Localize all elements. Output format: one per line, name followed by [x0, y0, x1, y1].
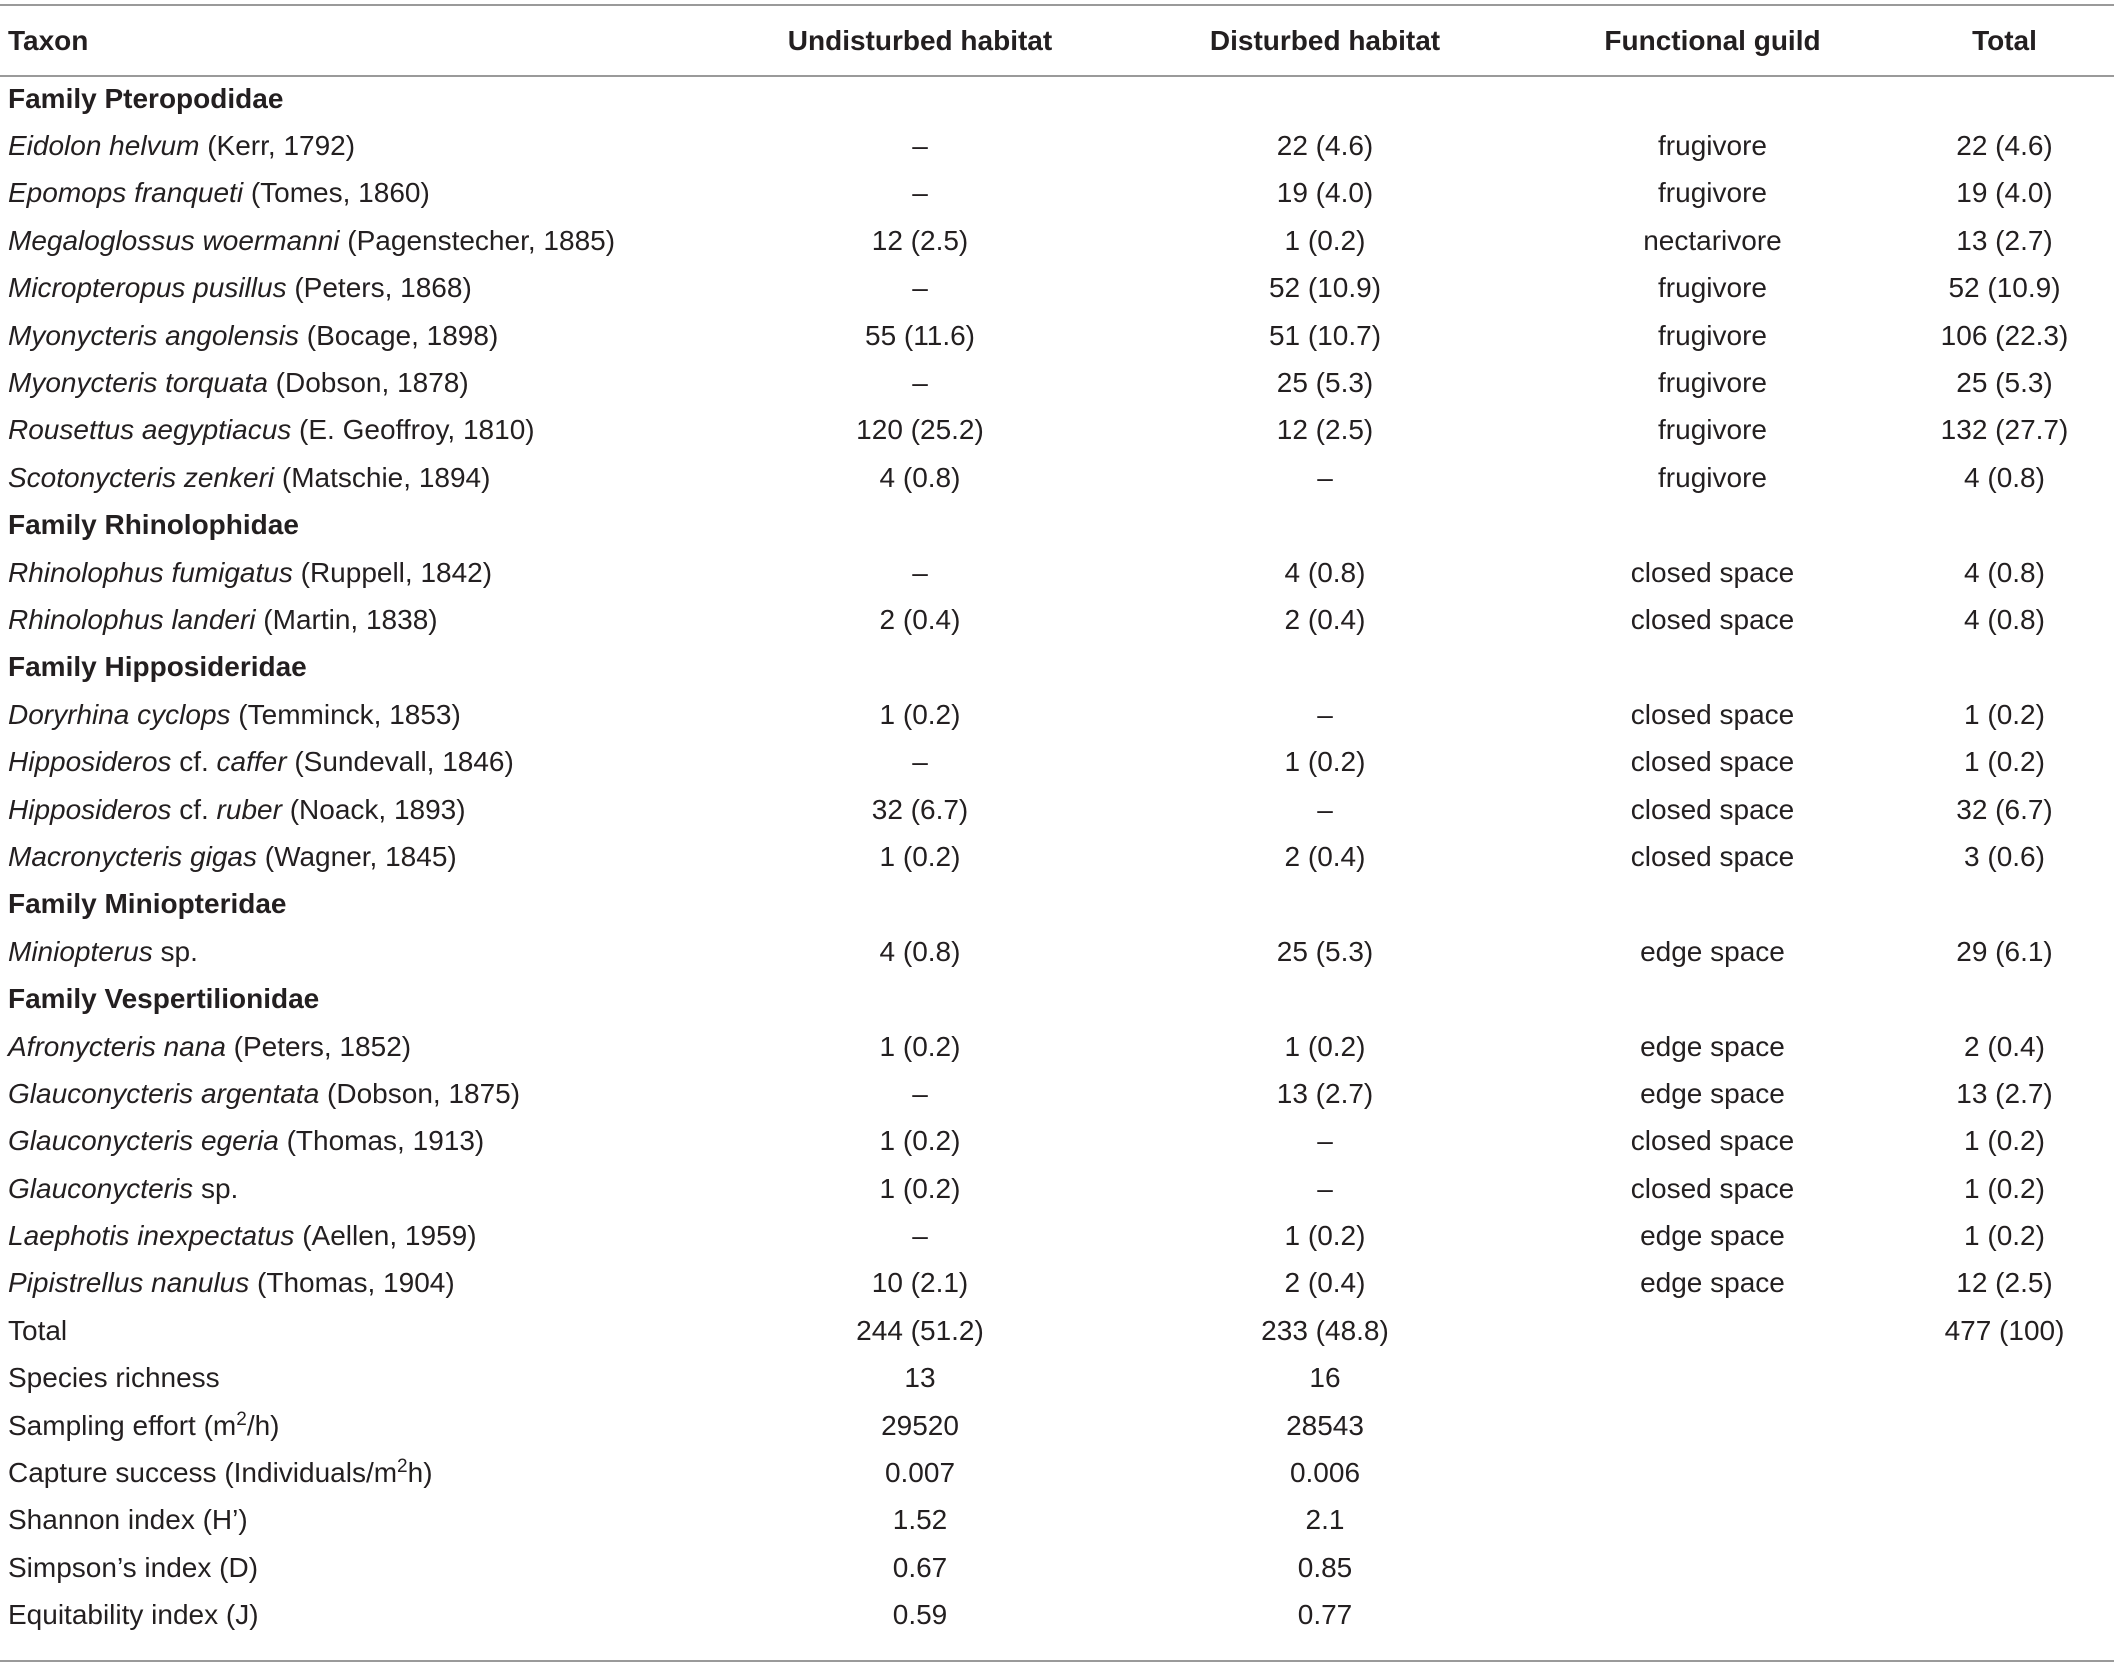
species-row	[0, 170, 2114, 217]
species-name: Pipistrellus nanulus	[8, 1267, 250, 1299]
species-name: Laephotis inexpectatus	[8, 1220, 295, 1252]
table-body	[0, 75, 2114, 1639]
undisturbed-value: –	[912, 1220, 928, 1252]
species-name: Rhinolophus fumigatus	[8, 556, 293, 588]
guild-value	[1530, 1544, 1895, 1591]
disturbed-value: 12 (2.5)	[1276, 414, 1374, 446]
disturbed-value: 2 (0.4)	[1284, 840, 1366, 872]
total-value: 106 (22.3)	[1940, 319, 2069, 351]
species-row	[0, 359, 2114, 406]
taxon-cell	[0, 170, 720, 217]
species-name: Hipposideros	[8, 793, 172, 825]
species-epithet: caffer	[216, 746, 287, 778]
disturbed-value: 25 (5.3)	[1276, 367, 1374, 399]
summary-label-cell	[0, 1544, 720, 1591]
taxon-cell	[0, 738, 720, 785]
total-value	[1895, 1355, 2114, 1402]
guild-value	[1530, 1307, 1895, 1354]
disturbed-value: 0.77	[1297, 1599, 1353, 1631]
undisturbed-value: 1 (0.2)	[879, 1172, 961, 1204]
disturbed-value: 2 (0.4)	[1284, 1267, 1366, 1299]
species-authority: (Ruppell, 1842)	[292, 556, 493, 588]
guild-value: closed space	[1630, 1172, 1795, 1204]
undisturbed-value: –	[912, 177, 928, 209]
undisturbed-value: 10 (2.1)	[871, 1267, 969, 1299]
disturbed-value: 1 (0.2)	[1284, 746, 1366, 778]
species-name: Epomops franqueti	[8, 177, 244, 209]
total-value	[1895, 1497, 2114, 1544]
summary-label: Shannon index (H’)	[8, 1504, 248, 1536]
taxon-cell	[0, 1212, 720, 1259]
header-functional-guild: Functional guild	[1604, 24, 1821, 56]
guild-value: frugivore	[1658, 272, 1767, 304]
summary-label-cell	[0, 1355, 720, 1402]
species-name: Glauconycteris egeria	[8, 1125, 279, 1157]
disturbed-value: 19 (4.0)	[1276, 177, 1374, 209]
taxon-cell	[0, 1165, 720, 1212]
taxon-cell	[0, 833, 720, 880]
species-epithet: ruber	[216, 793, 282, 825]
guild-value: closed space	[1630, 840, 1795, 872]
guild-value: frugivore	[1658, 177, 1767, 209]
guild-value: closed space	[1630, 603, 1795, 635]
family-row	[0, 75, 2114, 122]
summary-label-cell	[0, 1592, 720, 1639]
taxon-cell	[0, 122, 720, 169]
total-value: 13 (2.7)	[1956, 224, 2053, 256]
species-name: Megaloglossus woermanni	[8, 224, 340, 256]
species-authority: (Dobson, 1875)	[319, 1077, 521, 1109]
summary-label: Total	[8, 1314, 68, 1346]
species-authority: (Martin, 1838)	[255, 603, 438, 635]
undisturbed-value: 0.007	[884, 1457, 956, 1489]
family-label: Family Pteropodidae	[8, 82, 284, 114]
species-row	[0, 312, 2114, 359]
guild-value: closed space	[1630, 746, 1795, 778]
summary-label: Species richness	[8, 1362, 220, 1394]
undisturbed-value: –	[912, 130, 928, 162]
undisturbed-value: 32 (6.7)	[871, 793, 969, 825]
superscript: 2	[236, 1408, 247, 1430]
total-value	[1895, 1544, 2114, 1591]
species-authority: (Pagenstecher, 1885)	[339, 224, 616, 256]
species-row	[0, 1118, 2114, 1165]
disturbed-value: 25 (5.3)	[1276, 935, 1374, 967]
disturbed-value: 0.85	[1297, 1551, 1353, 1583]
species-row	[0, 786, 2114, 833]
header-taxon: Taxon	[8, 24, 89, 56]
species-authority: (Dobson, 1878)	[267, 367, 469, 399]
total-value: 1 (0.2)	[1964, 1125, 2045, 1157]
species-row	[0, 549, 2114, 596]
total-value	[1895, 1402, 2114, 1449]
species-authority: sp.	[152, 935, 198, 967]
taxon-cell	[0, 928, 720, 975]
disturbed-value: 13 (2.7)	[1276, 1077, 1374, 1109]
total-value: 1 (0.2)	[1964, 746, 2045, 778]
taxon-cell	[0, 217, 720, 264]
undisturbed-value: 244 (51.2)	[856, 1314, 984, 1346]
header-row	[0, 6, 2114, 75]
disturbed-value: 1 (0.2)	[1284, 1030, 1366, 1062]
guild-value: nectarivore	[1643, 224, 1782, 256]
summary-label: Simpson’s index (D)	[8, 1551, 259, 1583]
species-name: Afronycteris nana	[8, 1030, 226, 1062]
undisturbed-value: 0.59	[892, 1599, 948, 1631]
species-authority: (E. Geoffroy, 1810)	[291, 414, 535, 446]
species-name: Myonycteris torquata	[8, 367, 268, 399]
total-value: 29 (6.1)	[1956, 935, 2053, 967]
summary-label-cell	[0, 1497, 720, 1544]
species-qualifier: cf.	[171, 746, 217, 778]
total-value: 477 (100)	[1944, 1314, 2065, 1346]
disturbed-value: –	[1317, 1172, 1333, 1204]
undisturbed-value: 13	[904, 1362, 936, 1394]
superscript: 2	[397, 1456, 408, 1478]
family-label: Family Miniopteridae	[8, 888, 287, 920]
species-row	[0, 122, 2114, 169]
species-row	[0, 691, 2114, 738]
guild-value	[1530, 1355, 1895, 1402]
family-row	[0, 881, 2114, 928]
species-authority: (Noack, 1893)	[281, 793, 466, 825]
species-row	[0, 738, 2114, 785]
species-row	[0, 928, 2114, 975]
species-authority: (Matschie, 1894)	[274, 461, 491, 493]
undisturbed-value: 0.67	[892, 1551, 948, 1583]
species-row	[0, 1212, 2114, 1259]
total-value: 3 (0.6)	[1964, 840, 2045, 872]
taxon-cell	[0, 691, 720, 738]
species-authority: (Thomas, 1913)	[278, 1125, 485, 1157]
species-authority: (Aellen, 1959)	[294, 1220, 477, 1252]
total-value: 25 (5.3)	[1956, 367, 2053, 399]
disturbed-value: –	[1317, 461, 1333, 493]
species-authority: (Bocage, 1898)	[299, 319, 499, 351]
taxon-cell	[0, 454, 720, 501]
family-row	[0, 975, 2114, 1022]
taxon-cell	[0, 312, 720, 359]
bat-species-table	[0, 6, 2114, 1639]
disturbed-value: 51 (10.7)	[1268, 319, 1382, 351]
guild-value: closed space	[1630, 698, 1795, 730]
total-value: 12 (2.5)	[1956, 1267, 2053, 1299]
disturbed-value: 16	[1309, 1362, 1341, 1394]
undisturbed-value: –	[912, 1077, 928, 1109]
species-row	[0, 833, 2114, 880]
species-row	[0, 217, 2114, 264]
disturbed-value: –	[1317, 698, 1333, 730]
guild-value: edge space	[1640, 1267, 1785, 1299]
guild-value: frugivore	[1658, 130, 1767, 162]
disturbed-value: 22 (4.6)	[1276, 130, 1374, 162]
summary-row	[0, 1307, 2114, 1354]
undisturbed-value: –	[912, 272, 928, 304]
table-bottom-rule	[0, 1660, 2114, 1662]
taxon-cell	[0, 1118, 720, 1165]
species-name: Rhinolophus landeri	[8, 603, 256, 635]
guild-value: edge space	[1640, 1077, 1785, 1109]
guild-value: frugivore	[1658, 414, 1767, 446]
guild-value: closed space	[1630, 1125, 1795, 1157]
total-value	[1895, 1449, 2114, 1496]
disturbed-value: 233 (48.8)	[1261, 1314, 1389, 1346]
undisturbed-value: –	[912, 367, 928, 399]
undisturbed-value: –	[912, 746, 928, 778]
total-value: 22 (4.6)	[1956, 130, 2053, 162]
summary-label: Sampling effort (m	[8, 1409, 237, 1441]
taxon-cell	[0, 407, 720, 454]
summary-row	[0, 1592, 2114, 1639]
family-row	[0, 644, 2114, 691]
disturbed-value: –	[1317, 793, 1333, 825]
family-label: Family Vespertilionidae	[8, 983, 320, 1015]
total-value: 4 (0.8)	[1964, 603, 2045, 635]
taxon-cell	[0, 359, 720, 406]
species-name: Rousettus aegyptiacus	[8, 414, 292, 446]
species-row	[0, 265, 2114, 312]
disturbed-value: 2 (0.4)	[1284, 603, 1366, 635]
total-value: 132 (27.7)	[1940, 414, 2069, 446]
species-row	[0, 1023, 2114, 1070]
taxon-cell	[0, 596, 720, 643]
summary-label-cell	[0, 1402, 720, 1449]
species-authority: (Peters, 1852)	[225, 1030, 412, 1062]
disturbed-value: –	[1317, 1125, 1333, 1157]
species-name: Glauconycteris argentata	[8, 1077, 320, 1109]
species-authority: (Sundevall, 1846)	[286, 746, 514, 778]
undisturbed-value: 1 (0.2)	[879, 840, 961, 872]
total-value: 4 (0.8)	[1964, 461, 2045, 493]
guild-value	[1530, 1449, 1895, 1496]
species-name: Scotonycteris zenkeri	[8, 461, 275, 493]
family-label: Family Hipposideridae	[8, 651, 307, 683]
summary-label-tail: h)	[407, 1457, 433, 1489]
summary-row	[0, 1497, 2114, 1544]
species-authority: (Peters, 1868)	[286, 272, 472, 304]
total-value: 4 (0.8)	[1964, 556, 2045, 588]
undisturbed-value: 55 (11.6)	[865, 319, 975, 351]
taxon-cell	[0, 265, 720, 312]
species-row	[0, 596, 2114, 643]
undisturbed-value: 1 (0.2)	[879, 1030, 961, 1062]
total-value: 19 (4.0)	[1956, 177, 2053, 209]
summary-label: Equitability index (J)	[8, 1599, 259, 1631]
undisturbed-value: 4 (0.8)	[879, 461, 961, 493]
species-qualifier: cf.	[171, 793, 217, 825]
summary-label: Capture success (Individuals/m	[8, 1457, 398, 1489]
guild-value: edge space	[1640, 935, 1785, 967]
disturbed-value: 4 (0.8)	[1284, 556, 1366, 588]
species-name: Doryrhina cyclops	[8, 698, 231, 730]
undisturbed-value: 1.52	[892, 1504, 948, 1536]
species-authority: (Temminck, 1853)	[230, 698, 461, 730]
total-value	[1895, 1592, 2114, 1639]
undisturbed-value: –	[912, 556, 928, 588]
species-name: Eidolon helvum	[8, 130, 200, 162]
undisturbed-value: 1 (0.2)	[879, 1125, 961, 1157]
total-value: 1 (0.2)	[1964, 1220, 2045, 1252]
undisturbed-value: 12 (2.5)	[871, 224, 969, 256]
species-authority: (Tomes, 1860)	[243, 177, 430, 209]
guild-value: closed space	[1630, 793, 1795, 825]
header-disturbed-habitat: Disturbed habitat	[1209, 24, 1441, 56]
total-value: 13 (2.7)	[1956, 1077, 2053, 1109]
undisturbed-value: 29520	[881, 1409, 959, 1441]
header-rule	[0, 75, 2114, 77]
guild-value: frugivore	[1658, 367, 1767, 399]
species-row	[0, 1165, 2114, 1212]
taxon-cell	[0, 786, 720, 833]
summary-row	[0, 1544, 2114, 1591]
disturbed-value: 1 (0.2)	[1284, 1220, 1366, 1252]
summary-label-tail: /h)	[246, 1409, 280, 1441]
taxon-cell	[0, 1070, 720, 1117]
species-authority: sp.	[193, 1172, 239, 1204]
species-authority: (Kerr, 1792)	[199, 130, 356, 162]
species-name: Myonycteris angolensis	[8, 319, 300, 351]
species-name: Miniopterus	[8, 935, 153, 967]
header-undisturbed-habitat: Undisturbed habitat	[787, 24, 1053, 56]
taxon-cell	[0, 1260, 720, 1307]
guild-value: frugivore	[1658, 319, 1767, 351]
disturbed-value: 0.006	[1289, 1457, 1361, 1489]
species-authority: (Wagner, 1845)	[256, 840, 457, 872]
guild-value	[1530, 1497, 1895, 1544]
total-value: 32 (6.7)	[1956, 793, 2053, 825]
species-row	[0, 454, 2114, 501]
family-row	[0, 502, 2114, 549]
species-name: Micropteropus pusillus	[8, 272, 287, 304]
taxon-cell	[0, 549, 720, 596]
disturbed-value: 28543	[1286, 1409, 1364, 1441]
species-authority: (Thomas, 1904)	[249, 1267, 455, 1299]
guild-value: edge space	[1640, 1220, 1785, 1252]
summary-row	[0, 1402, 2114, 1449]
species-name: Glauconycteris	[8, 1172, 194, 1204]
total-value: 52 (10.9)	[1948, 272, 2061, 304]
summary-label-cell	[0, 1307, 720, 1354]
summary-row	[0, 1355, 2114, 1402]
header-total: Total	[1972, 24, 2037, 56]
disturbed-value: 2.1	[1305, 1504, 1345, 1536]
guild-value	[1530, 1592, 1895, 1639]
total-value: 1 (0.2)	[1964, 698, 2045, 730]
undisturbed-value: 2 (0.4)	[879, 603, 961, 635]
species-row	[0, 1070, 2114, 1117]
disturbed-value: 1 (0.2)	[1284, 224, 1366, 256]
guild-value: closed space	[1630, 556, 1795, 588]
family-label: Family Rhinolophidae	[8, 509, 299, 541]
species-row	[0, 407, 2114, 454]
disturbed-value: 52 (10.9)	[1268, 272, 1382, 304]
summary-label-cell	[0, 1449, 720, 1496]
guild-value: frugivore	[1658, 461, 1767, 493]
undisturbed-value: 4 (0.8)	[879, 935, 961, 967]
total-value: 2 (0.4)	[1964, 1030, 2045, 1062]
species-row	[0, 1260, 2114, 1307]
species-name: Macronycteris gigas	[8, 840, 257, 872]
taxon-cell	[0, 1023, 720, 1070]
total-value: 1 (0.2)	[1964, 1172, 2045, 1204]
guild-value: edge space	[1640, 1030, 1785, 1062]
undisturbed-value: 120 (25.2)	[856, 414, 984, 446]
summary-row	[0, 1449, 2114, 1496]
species-name: Hipposideros	[8, 746, 172, 778]
guild-value	[1530, 1402, 1895, 1449]
undisturbed-value: 1 (0.2)	[879, 698, 961, 730]
